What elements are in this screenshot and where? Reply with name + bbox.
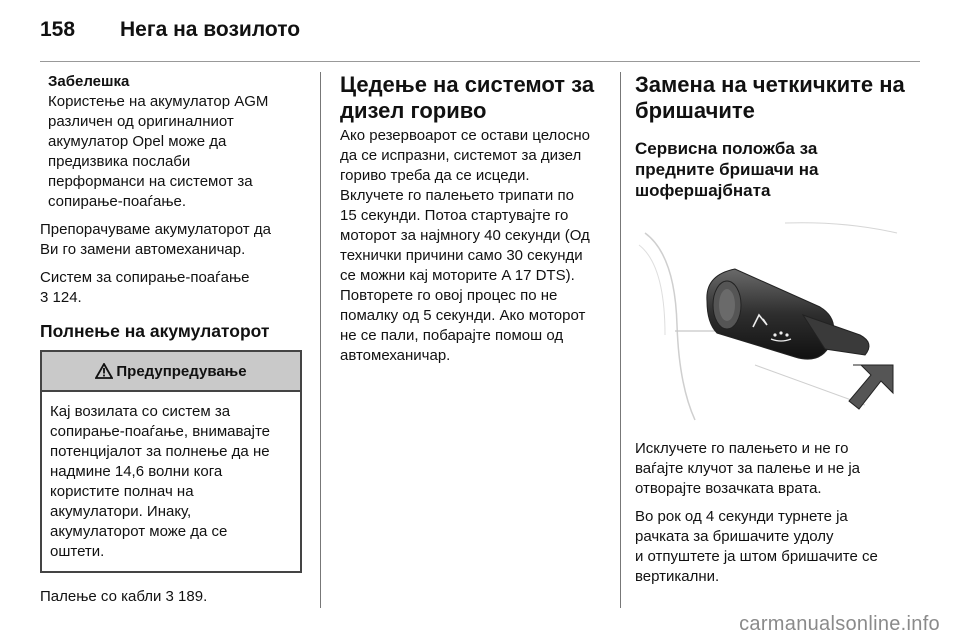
subheading-line: шофершајбната bbox=[635, 181, 771, 200]
text-line: Ако резервоарот се остави целосно bbox=[340, 127, 590, 144]
column-divider-1 bbox=[320, 72, 321, 608]
warning-triangle-icon bbox=[95, 363, 113, 379]
text-line: помалку од 5 секунди. Ако моторот bbox=[340, 307, 586, 324]
note-box bbox=[40, 72, 302, 212]
section-heading-diesel-drain bbox=[340, 72, 608, 124]
text-line: рачката за бришачите удолу bbox=[635, 528, 834, 545]
watermark: carmanualsonline.info bbox=[739, 613, 940, 635]
warning-box bbox=[40, 350, 302, 573]
column-3 bbox=[635, 72, 910, 587]
text-line: да се испразни, системот за дизел bbox=[340, 147, 582, 164]
note-line: Користење на акумулатор AGM bbox=[48, 93, 269, 110]
note-line: акумулатор Opel може да bbox=[48, 133, 227, 150]
text-line: Препорачуваме акумулаторот да bbox=[40, 221, 271, 238]
subheading-service-position bbox=[635, 138, 910, 201]
note-title: Забелешка bbox=[48, 73, 130, 90]
text-line: технички причини само 30 секунди bbox=[340, 247, 583, 264]
page-number: 158 bbox=[40, 18, 76, 41]
text-line: моторот за најмногу 40 секунди (Од bbox=[340, 227, 590, 244]
subheading-line: Сервисна положба за bbox=[635, 139, 818, 158]
warning-header bbox=[42, 352, 300, 392]
note-line: предизвика послаби bbox=[48, 153, 191, 170]
warning-line: надмине 14,6 волни кога bbox=[50, 463, 223, 480]
text-line: ваѓајте клучот за палење и не ја bbox=[635, 460, 861, 477]
text-line: вертикални. bbox=[635, 568, 720, 585]
text-line: гориво треба да се исцеди. bbox=[340, 167, 530, 184]
section-heading-wiper-blades bbox=[635, 72, 910, 124]
text-line: Ви го замени автомеханичар. bbox=[40, 241, 246, 258]
text-line: се можни кај моторите A 17 DTS). bbox=[340, 267, 575, 284]
warning-line: акумулаторот може да се bbox=[50, 523, 228, 540]
heading-line: Цедење на системот за bbox=[340, 72, 595, 97]
subheading-line: предните бришачи на bbox=[635, 160, 819, 179]
text-line: Вклучете го палењето трипати по bbox=[340, 187, 574, 204]
warning-body bbox=[42, 392, 300, 571]
warning-line: користите полнач на bbox=[50, 483, 194, 500]
column-2 bbox=[340, 72, 608, 366]
text-line: 15 секунди. Потоа стартувајте го bbox=[340, 207, 569, 224]
column-divider-2 bbox=[620, 72, 621, 608]
text-line: и отпуштете ја штом бришачите се bbox=[635, 548, 878, 565]
page-title: Нега на возилото bbox=[120, 18, 301, 41]
warning-line: потенцијалот за полнење да не bbox=[50, 443, 270, 460]
diesel-drain-paragraph bbox=[340, 126, 608, 366]
wiper-lever-image bbox=[635, 215, 901, 425]
text-line: автомеханичар. bbox=[340, 347, 451, 364]
text-line: не се пали, побарајте помош од bbox=[340, 327, 564, 344]
heading-line: Замена на четкичките на bbox=[635, 72, 905, 97]
text-line: Повторете го овој процес по не bbox=[340, 287, 558, 304]
paragraph-stop-start-link bbox=[40, 268, 302, 308]
warning-line: Кај возилата со систем за bbox=[50, 403, 231, 420]
page-reference-link[interactable]: 3 124. bbox=[40, 289, 82, 306]
note-line: перформанси на системот за bbox=[48, 173, 253, 190]
warning-line: сопирање-поаѓање, внимавајте bbox=[50, 423, 271, 440]
wiper-lever-illustration bbox=[635, 215, 901, 425]
section-heading-battery-charging: Полнење на акумулаторот bbox=[40, 321, 270, 341]
warning-line: акумулатори. Инаку, bbox=[50, 503, 192, 520]
paragraph-push-lever bbox=[635, 507, 910, 587]
note-line: различен од оригиналниот bbox=[48, 113, 234, 130]
page-header bbox=[40, 18, 300, 42]
text-line: Во рок од 4 секунди турнете ја bbox=[635, 508, 848, 525]
text-line: отворајте возачката врата. bbox=[635, 480, 822, 497]
warning-line: оштети. bbox=[50, 543, 105, 560]
column-1 bbox=[40, 72, 302, 607]
warning-title: Предупредување bbox=[116, 362, 247, 380]
jump-start-reference-link[interactable]: Палење со кабли 3 189. bbox=[40, 588, 208, 605]
note-line: сопирање-поаѓање. bbox=[48, 193, 187, 210]
text-line: Систем за сопирање-поаѓање bbox=[40, 269, 250, 286]
heading-line: дизел гориво bbox=[340, 98, 487, 123]
heading-line: бришачите bbox=[635, 98, 755, 123]
header-rule bbox=[40, 61, 920, 62]
text-line: Исклучете го палењето и не го bbox=[635, 440, 849, 457]
paragraph-recommend bbox=[40, 220, 302, 260]
paragraph-ignition-off bbox=[635, 439, 910, 499]
